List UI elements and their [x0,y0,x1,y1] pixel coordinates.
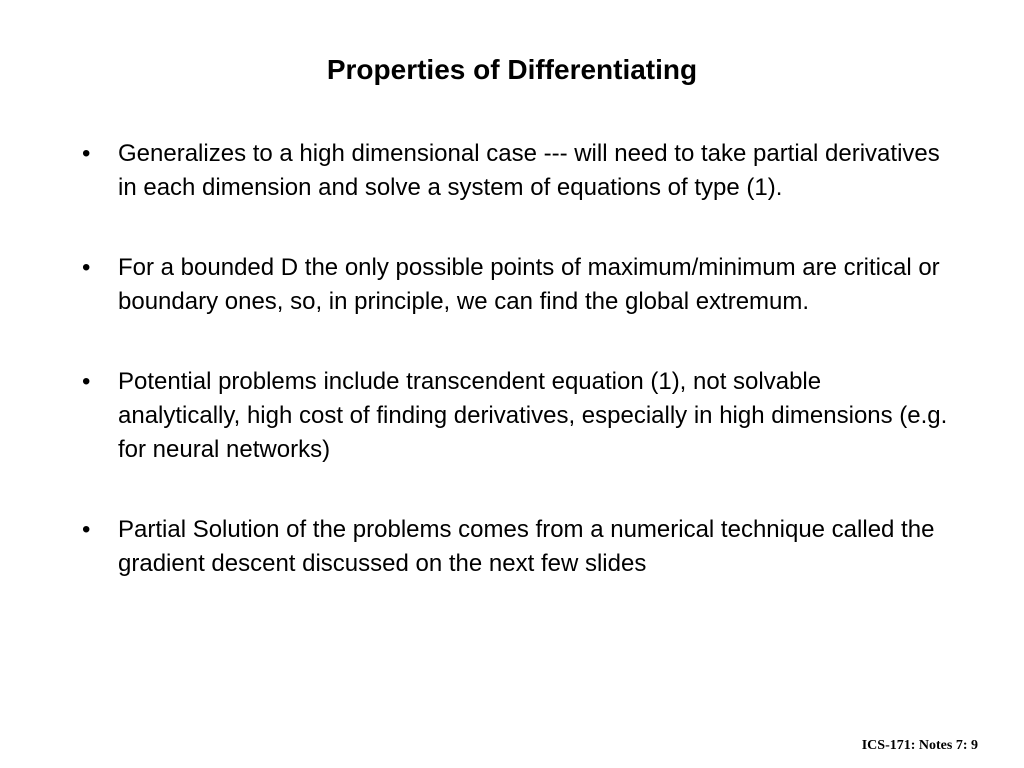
bullet-text: Potential problems include transcendent equation (1), not solvable analytically, high cost of finding derivatives, especially in high dimensions (e.g. for neural networks) [118,368,948,463]
bullet-text: For a bounded D the only possible points of maximum/minimum are critical or boundary ones, so, in principle, we can find the global extremum. [118,254,940,315]
bullet-marker: • [82,368,91,395]
slide-footer: ICS-171: Notes 7: 9 [861,738,978,753]
bullet-item [70,365,950,467]
bullet-marker: • [82,140,91,167]
bullet-text: Partial Solution of the problems comes from a numerical technique called the gradient descent discussed on the next few slides [118,516,935,577]
bullet-marker: • [82,516,91,543]
bullet-item [70,513,950,581]
bullet-marker: • [82,254,91,281]
bullet-item [70,251,950,319]
bullet-item [70,137,950,205]
slide-title: Properties of Differentiating [326,54,698,85]
bullet-list [70,137,950,627]
bullet-text: Generalizes to a high dimensional case --- will need to take partial derivatives in each dimension and solve a system of equations of type (1). [118,140,940,201]
